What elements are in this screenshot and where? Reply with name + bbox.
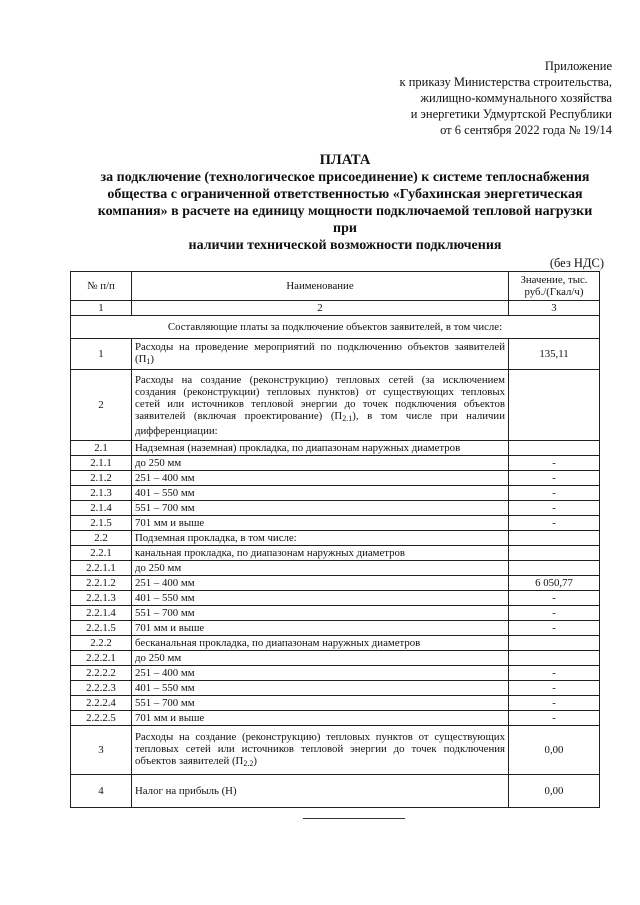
row-name	[132, 726, 509, 775]
row-value: 6 050,77	[509, 576, 600, 591]
row-name-text: Расходы на проведение мероприятий по подключению объектов заявителей (П	[135, 340, 505, 365]
section-label: Составляющие платы за подключение объектов заявителей, в том числе:	[71, 316, 600, 339]
row-name-tail: ), в том числе при наличии дифференциации:	[135, 409, 505, 437]
vat-note: (без НДС)	[549, 256, 604, 270]
row-value	[509, 636, 600, 651]
row-value	[509, 651, 600, 666]
table-row	[71, 681, 600, 696]
row-number: 2.1.5	[71, 516, 132, 531]
col-number: 2	[132, 301, 509, 316]
row-value	[509, 370, 600, 441]
row-name: 551 – 700 мм	[132, 696, 509, 711]
row-number: 2.2.1	[71, 546, 132, 561]
row-value: 0,00	[509, 775, 600, 808]
row-value: 135,11	[509, 339, 600, 370]
row-number: 3	[71, 726, 132, 775]
row-number: 2.2.2	[71, 636, 132, 651]
row-number: 2.2.2.5	[71, 711, 132, 726]
col-number: 3	[509, 301, 600, 316]
row-number: 2.2.1.2	[71, 576, 132, 591]
row-number: 2.2	[71, 531, 132, 546]
table-row	[71, 441, 600, 456]
table-row	[71, 711, 600, 726]
row-value: -	[509, 471, 600, 486]
table-row	[71, 726, 600, 775]
title-line: общества с ограниченной ответственностью «Губахинская энергетическая	[107, 187, 583, 202]
row-value	[509, 441, 600, 456]
row-name: 551 – 700 мм	[132, 606, 509, 621]
row-name-text: Расходы на создание (реконструкцию) тепловых сетей (за исключением создания (реконструкции) тепловых пунктов) от существующих тепловых сетей или источников тепловой энергии до точек подключения объектов заявителей (включая проектирование) (П	[135, 373, 505, 422]
row-name-tail: )	[150, 352, 155, 365]
table-row	[71, 561, 600, 576]
table-row	[71, 696, 600, 711]
row-value: -	[509, 621, 600, 636]
row-number: 2.2.1.4	[71, 606, 132, 621]
appendix-line: жилищно-коммунального хозяйства	[420, 91, 612, 105]
row-name: 251 – 400 мм	[132, 666, 509, 681]
row-name-subscript: 2.1	[342, 413, 353, 423]
row-value	[509, 531, 600, 546]
table-row	[71, 621, 600, 636]
row-name: бесканальная прокладка, по диапазонам наружных диаметров	[132, 636, 509, 651]
row-value: -	[509, 591, 600, 606]
row-name: 251 – 400 мм	[132, 471, 509, 486]
appendix-reference	[400, 58, 612, 138]
row-number: 2.2.2.2	[71, 666, 132, 681]
row-name: до 250 мм	[132, 651, 509, 666]
table-row	[71, 651, 600, 666]
row-name: 551 – 700 мм	[132, 501, 509, 516]
header-value: Значение, тыс. руб./(Гкал/ч)	[509, 272, 600, 301]
row-name: 701 мм и выше	[132, 711, 509, 726]
row-name: 701 мм и выше	[132, 516, 509, 531]
table-row	[71, 636, 600, 651]
header-num: № п/п	[71, 272, 132, 301]
row-value: -	[509, 681, 600, 696]
table-row	[71, 370, 600, 441]
row-name: до 250 мм	[132, 561, 509, 576]
table-row	[71, 591, 600, 606]
row-value: -	[509, 501, 600, 516]
row-name: Надземная (наземная) прокладка, по диапазонам наружных диаметров	[132, 441, 509, 456]
title-heading: ПЛАТА	[319, 152, 371, 168]
closing-rule	[303, 818, 405, 819]
section-row	[71, 316, 600, 339]
row-value: -	[509, 711, 600, 726]
row-name: канальная прокладка, по диапазонам наружных диаметров	[132, 546, 509, 561]
row-name-text: Расходы на создание (реконструкцию) тепловых пунктов от существующих тепловых сетей или источников тепловой энергии до точек подключения объектов заявителей (П	[135, 730, 505, 767]
row-number: 2.2.2.1	[71, 651, 132, 666]
row-value: -	[509, 696, 600, 711]
row-name: 401 – 550 мм	[132, 486, 509, 501]
table-row	[71, 531, 600, 546]
row-value: -	[509, 606, 600, 621]
row-name: до 250 мм	[132, 456, 509, 471]
column-number-row	[71, 301, 600, 316]
row-name-subscript: 1	[146, 356, 151, 366]
row-value: -	[509, 486, 600, 501]
table-row	[71, 486, 600, 501]
row-name	[132, 370, 509, 441]
row-number: 2.1.3	[71, 486, 132, 501]
row-number: 2.1.2	[71, 471, 132, 486]
col-number: 1	[71, 301, 132, 316]
row-number: 2.2.2.4	[71, 696, 132, 711]
table-row	[71, 501, 600, 516]
row-number: 2	[71, 370, 132, 441]
row-name: Налог на прибыль (Н)	[132, 775, 509, 808]
title-line: наличии технической возможности подключения	[188, 238, 502, 253]
row-number: 2.1.1	[71, 456, 132, 471]
table-row	[71, 516, 600, 531]
table-row	[71, 576, 600, 591]
title-line: компания» в расчете на единицу мощности подключаемой тепловой нагрузки при	[97, 204, 593, 236]
table-row	[71, 775, 600, 808]
appendix-line: Приложение	[544, 59, 612, 73]
row-value: -	[509, 666, 600, 681]
row-name: Подземная прокладка, в том числе:	[132, 531, 509, 546]
row-name: 251 – 400 мм	[132, 576, 509, 591]
row-name: 401 – 550 мм	[132, 591, 509, 606]
table-row	[71, 339, 600, 370]
table-row	[71, 456, 600, 471]
table-row	[71, 606, 600, 621]
title-line: за подключение (технологическое присоединение) к системе теплоснабжения	[100, 170, 590, 185]
row-value	[509, 546, 600, 561]
row-value: 0,00	[509, 726, 600, 775]
row-value: -	[509, 456, 600, 471]
document-title	[85, 152, 605, 254]
row-number: 2.1	[71, 441, 132, 456]
appendix-line: от 6 сентября 2022 года № 19/14	[440, 123, 612, 137]
header-name: Наименование	[132, 272, 509, 301]
row-number: 2.2.1.5	[71, 621, 132, 636]
table-row	[71, 546, 600, 561]
appendix-line: и энергетики Удмуртской Республики	[410, 107, 612, 121]
row-name: 401 – 550 мм	[132, 681, 509, 696]
row-name: 701 мм и выше	[132, 621, 509, 636]
table-row	[71, 666, 600, 681]
fee-table	[70, 271, 600, 808]
table-row	[71, 471, 600, 486]
row-number: 2.1.4	[71, 501, 132, 516]
row-name	[132, 339, 509, 370]
row-number: 4	[71, 775, 132, 808]
row-number: 2.2.1.1	[71, 561, 132, 576]
row-number: 1	[71, 339, 132, 370]
row-number: 2.2.2.3	[71, 681, 132, 696]
row-name-tail: )	[253, 754, 257, 767]
row-value: -	[509, 516, 600, 531]
appendix-line: к приказу Министерства строительства,	[399, 75, 612, 89]
row-number: 2.2.1.3	[71, 591, 132, 606]
table-header-row	[71, 272, 600, 301]
row-value	[509, 561, 600, 576]
row-name-subscript: 2.2	[243, 758, 254, 768]
